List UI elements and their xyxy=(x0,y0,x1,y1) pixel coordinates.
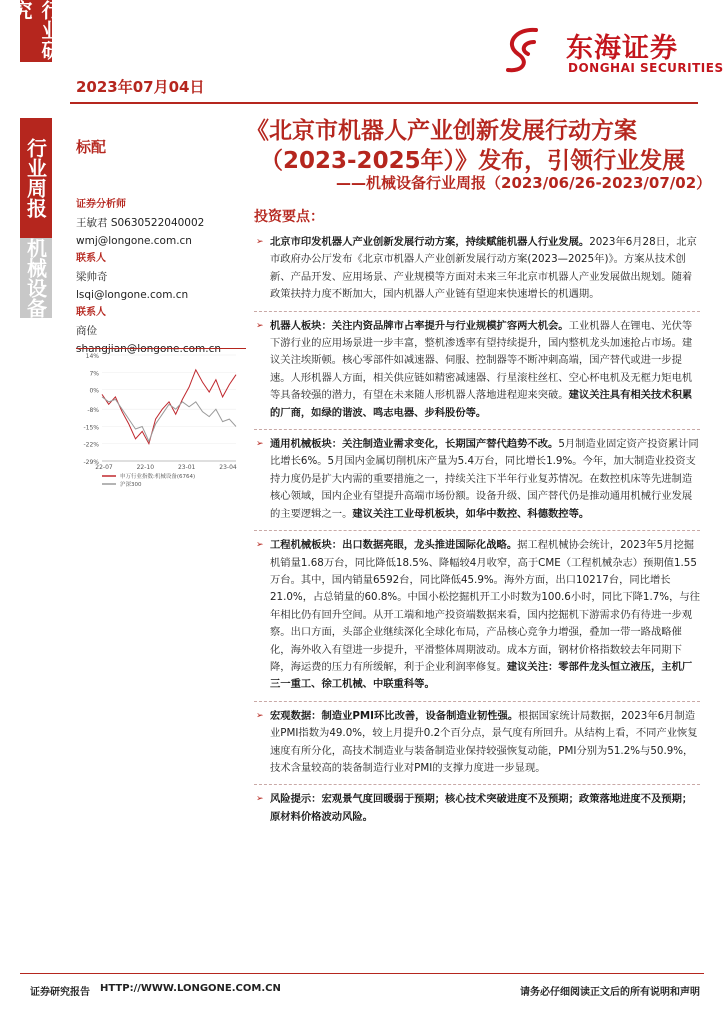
analyst-name: 商俭 xyxy=(76,325,97,337)
footer-disclaimer: 请务必仔细阅读正文后的所有说明和声明 xyxy=(520,987,700,998)
report-date: 2023年07月04日 xyxy=(76,78,205,96)
y-tick-label: -15% xyxy=(83,424,99,432)
point-body: 2023年6月28日，北京市政府办公厅发布《北京市机器人产业创新发展行动方案(2023—2025年)》。方案从技术创新、产品开发、应用场景、产业规模等方面对未来三年北京市机器人产业发展做出规划。随着政策扶持力度不断加大，国内机器人产业链有望迎来快速增长的机遇期。 xyxy=(270,236,697,301)
analyst-email[interactable]: lsqi@longone.com.cn xyxy=(76,289,189,301)
analyst-name: 王敏君 S0630522040002 xyxy=(76,217,205,229)
investment-point xyxy=(254,708,700,778)
point-headline: 机器人板块：关注内资品牌市占率提升与行业规模扩容两大机会。 xyxy=(270,319,569,332)
point-body: 工业机器人在锂电、光伏等下游行业的应用场景进一步丰富，整机渗透率有望持续提升，国内整机龙头加速抢占市场。建议关注埃斯顿。核心零部件如减速器、伺服、控制器等不断冲刺高端，国产替代或进一步提速。人形机器人方面，相关供应链如精密减速器、行星滚柱丝杠、空心杯电机及无框力矩电机等具备较强的潜力，有望在未来随人形机器人落地进程迎来突破。 xyxy=(270,319,693,402)
point-headline: 风险提示：宏观景气度回暖弱于预期；核心技术突破进度不及预期；政策落地进度不及预期；原材料价格波动风险。 xyxy=(270,793,693,823)
bullet-divider xyxy=(254,311,700,312)
legend-label: 申万行业指数:机械设备(6764) xyxy=(120,474,196,480)
report-subtitle: ——机械设备行业周报（2023/06/26-2023/07/02） xyxy=(336,174,712,192)
bullet-divider xyxy=(254,530,700,531)
point-recommendation: 建议关注：零部件龙头恒立液压，主机厂三一重工、徐工机械、中联重科等。 xyxy=(270,660,693,691)
y-tick-label: -8% xyxy=(87,407,99,415)
arrow-bullet-icon: ➢ xyxy=(256,320,264,331)
x-tick-label: 23-01 xyxy=(177,464,196,471)
header-divider xyxy=(70,102,698,104)
analyst-entry xyxy=(76,250,246,304)
section-title: 投资要点： xyxy=(254,209,324,225)
investment-point xyxy=(254,234,700,304)
analyst-name: 梁帅奇 xyxy=(76,271,108,283)
analyst-role: 证券分析师 xyxy=(76,199,126,210)
performance-chart-svg xyxy=(76,349,246,487)
point-headline: 北京市印发机器人产业创新发展行动方案，持续赋能机器人行业发展。 xyxy=(270,236,590,248)
x-tick-label: 22-10 xyxy=(136,464,155,471)
arrow-bullet-icon: ➢ xyxy=(256,794,264,805)
point-body: 5月制造业固定资产投资累计同比增长6%。5月国内金属切削机床产量为5.4万台，同比增长1.9%。今年，加大制造业投资支持力度仍是扩大内需的重要措施之一，持续关注下半年行业复苏情况。在数控机床等先进制造核心领域，国内企业有望提升高端市场份额。设备升级、国产替代仍是推动通用机械行业发展的主要逻辑之一。 xyxy=(270,438,699,520)
title-line-1: 《北京市机器人产业创新发展行动方案 xyxy=(246,118,637,144)
point-headline: 通用机械板块：关注制造业需求变化，长期国产替代趋势不改。 xyxy=(270,438,559,451)
performance-chart xyxy=(76,348,246,486)
footer-label: 证券研究报告 xyxy=(30,987,90,998)
title-line-2: （2023-2025年）》发布，引领行业发展 xyxy=(260,148,686,174)
point-headline: 宏观数据：制造业PMI环比改善，设备制造业韧性强。 xyxy=(270,709,519,722)
investment-points xyxy=(254,234,700,826)
y-tick-label: 14% xyxy=(85,353,99,360)
investment-point xyxy=(254,537,700,694)
brand-name-en: DONGHAI SECURITIES xyxy=(568,61,724,75)
arrow-bullet-icon: ➢ xyxy=(256,710,264,721)
y-tick-label: -22% xyxy=(83,441,99,449)
footer-divider xyxy=(20,973,704,974)
bullet-divider xyxy=(254,784,700,785)
y-tick-label: 0% xyxy=(89,387,99,395)
y-tick-label: 7% xyxy=(89,370,99,378)
side-tab-research: 行业研究 xyxy=(9,0,62,60)
investment-point xyxy=(254,318,700,422)
arrow-bullet-icon: ➢ xyxy=(256,540,264,551)
analyst-email[interactable]: wmj@longone.com.cn xyxy=(76,235,192,247)
bullet-divider xyxy=(254,701,700,702)
footer-url-link[interactable]: HTTP://WWW.LONGONE.COM.CN xyxy=(100,983,281,994)
analyst-role: 联系人 xyxy=(76,307,106,318)
arrow-bullet-icon: ➢ xyxy=(256,237,264,247)
investment-point xyxy=(254,436,700,523)
point-body: 据工程机械协会统计，2023年5月挖掘机销量1.68万台，同比降低18.5%、降幅较4月收窄，高于CME（工程机械杂志）预期值1.55万台。其中，国内销量6592台，同比降低45.9%。海外方面，出口10217台，同比增长21.0%，占总销量的60.8%。中国小松挖掘机开工小时数为100.6小时，同比下降1.7%，与往年相比仍有回升空间。从开工端和地产投资端数据来看，国内挖掘机下游需求仍有待进一步观察。出口方面，头部企业继续深化全球化布局，产品核心竞争力增强，叠加一带一路战略催化，海外收入有望进一步提升，平滑整体周期波动。成本方面，钢材价格指数较去年同期下降，海运费的压力有所缓解，利于企业利润率修复。 xyxy=(270,539,700,673)
analyst-role: 联系人 xyxy=(76,253,106,264)
y-tick-label: -29% xyxy=(83,459,99,466)
bullet-divider xyxy=(254,429,700,430)
side-tab-equipment: 机械设备 xyxy=(20,238,52,318)
point-headline: 工程机械板块：出口数据亮眼，龙头推进国际化战略。 xyxy=(270,539,518,552)
legend-label: 沪深300 xyxy=(120,482,142,487)
investment-point xyxy=(254,791,700,826)
x-tick-label: 23-04 xyxy=(219,464,237,471)
analyst-panel xyxy=(76,196,246,358)
side-tab-weekly: 行业周报 xyxy=(20,118,52,238)
series-line xyxy=(102,370,236,444)
x-tick-label: 22-07 xyxy=(95,464,113,471)
brand-name-cn: 东海证券 xyxy=(566,33,678,64)
point-recommendation: 建议关注工业母机板块，如华中数控、科德数控等。 xyxy=(352,507,590,520)
point-body: 根据国家统计局数据，2023年6月制造业PMI指数为49.0%，较上月提升0.2个百分点，景气度有所回升。从结构上看，不同产业恢复速度有所分化，高技术制造业与装备制造业保持较强恢复动能，PMI分别为51.2%与50.9%，技术含量较高的装备制造行业对PMI的支撑力度进一步显现。 xyxy=(270,709,698,774)
analyst-email[interactable]: shangjian@longone.com.cn xyxy=(76,343,222,355)
report-title xyxy=(246,116,706,176)
industry-rating: 标配 xyxy=(76,138,107,156)
analyst-entry xyxy=(76,196,246,250)
arrow-bullet-icon: ➢ xyxy=(256,439,264,450)
series-line xyxy=(102,397,236,441)
point-recommendation: 建议关注具有相关技术积累的厂商，如绿的谐波、鸣志电器、步科股份等。 xyxy=(270,389,693,419)
